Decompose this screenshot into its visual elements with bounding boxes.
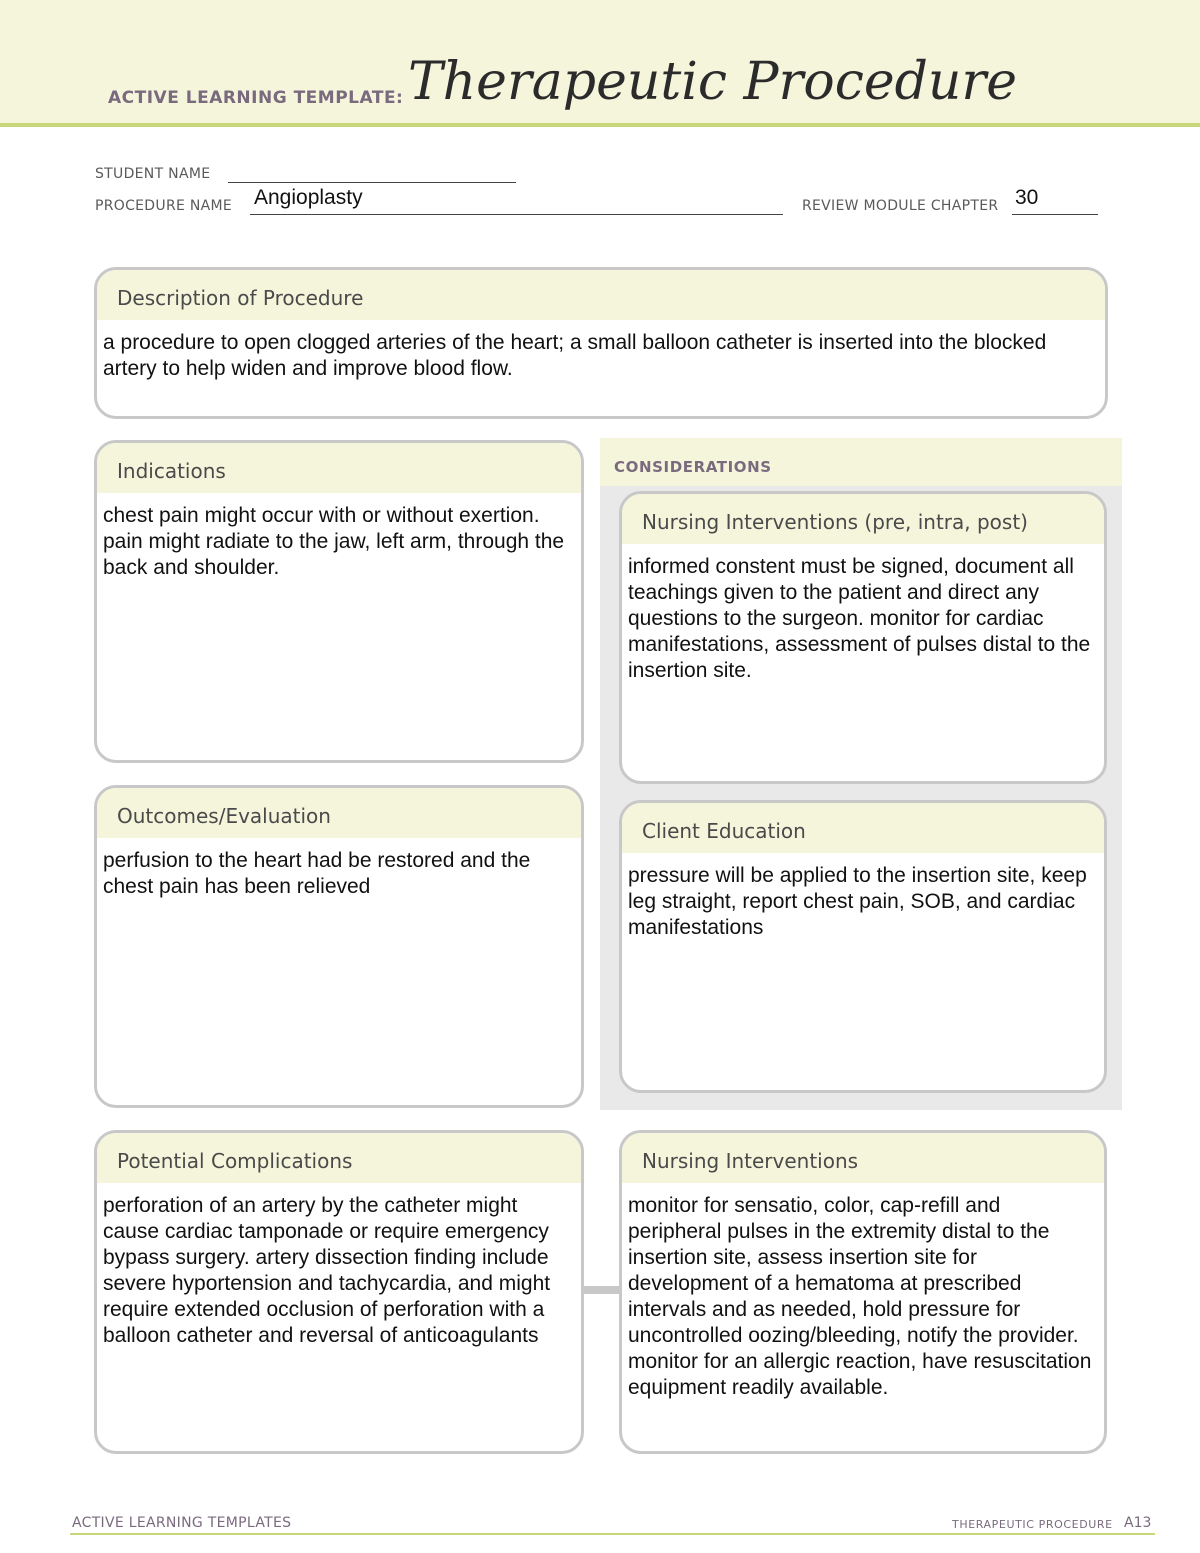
student-name-label: STUDENT NAME	[95, 166, 211, 182]
procedure-name-label: PROCEDURE NAME	[95, 198, 233, 214]
box-connector	[582, 1286, 620, 1294]
procedure-name-line	[250, 214, 783, 215]
review-module-label: REVIEW MODULE CHAPTER	[802, 198, 999, 214]
client-education-box	[619, 800, 1107, 1093]
complications-box	[94, 1130, 584, 1454]
complication-interventions-text[interactable]: monitor for sensatio, color, cap-refill and peripheral pulses in the extremity distal to the insertion site, assess insertion site for development of a hematoma at prescribed intervals and as needed, hold pressure for uncontrolled oozing/bleeding, notify the provider. monitor for an allergic reaction, have resuscitation equipment readily available.	[628, 1194, 1092, 1399]
client-education-text[interactable]: pressure will be applied to the insertion site, keep leg straight, report chest pain, SOB, and cardiac manifestations	[628, 864, 1087, 939]
complications-heading: Potential Complications	[97, 1133, 581, 1183]
nursing-interventions-heading: Nursing Interventions (pre, intra, post)	[622, 494, 1104, 544]
outcomes-box	[94, 785, 584, 1108]
indications-heading: Indications	[97, 443, 581, 493]
footer-right: THERAPEUTIC PROCEDURE	[952, 1518, 1113, 1531]
client-education-heading: Client Education	[622, 803, 1104, 853]
considerations-label: CONSIDERATIONS	[614, 458, 772, 476]
review-module-field[interactable]: 30	[1015, 186, 1039, 209]
footer-rule	[70, 1533, 1155, 1535]
page-title: Therapeutic Procedure	[408, 52, 1017, 112]
indications-text[interactable]: chest pain might occur with or without exertion. pain might radiate to the jaw, left arm, through the back and shoulder.	[103, 504, 565, 579]
complication-interventions-box	[619, 1130, 1107, 1454]
nursing-interventions-box	[619, 491, 1107, 784]
footer-left: ACTIVE LEARNING TEMPLATES	[72, 1515, 292, 1531]
complication-interventions-heading: Nursing Interventions	[622, 1133, 1104, 1183]
description-heading: Description of Procedure	[97, 270, 1105, 320]
description-text[interactable]: a procedure to open clogged arteries of the heart; a small balloon catheter is inserted into the blocked artery to help widen and improve blood flow.	[103, 331, 1047, 380]
outcomes-text[interactable]: perfusion to the heart had be restored and the chest pain has been relieved	[103, 849, 531, 898]
page-number: A13	[1124, 1515, 1152, 1531]
outcomes-heading: Outcomes/Evaluation	[97, 788, 581, 838]
student-name-line	[228, 182, 516, 183]
review-module-line	[1012, 214, 1098, 215]
header-rule	[0, 123, 1200, 127]
template-label: ACTIVE LEARNING TEMPLATE:	[108, 88, 404, 108]
nursing-interventions-text[interactable]: informed constent must be signed, document all teachings given to the patient and direct any questions to the surgeon. monitor for cardiac manifestations, assessment of pulses distal to the insertion site.	[628, 555, 1091, 682]
description-box	[94, 267, 1108, 419]
complications-text[interactable]: perforation of an artery by the catheter might cause cardiac tamponade or require emergency bypass surgery. artery dissection finding include severe hyportension and tachycardia, and might require extended occlusion of perforation with a balloon catheter and reversal of anticoagulants	[103, 1194, 551, 1347]
procedure-name-field[interactable]: Angioplasty	[254, 186, 363, 209]
indications-box	[94, 440, 584, 763]
